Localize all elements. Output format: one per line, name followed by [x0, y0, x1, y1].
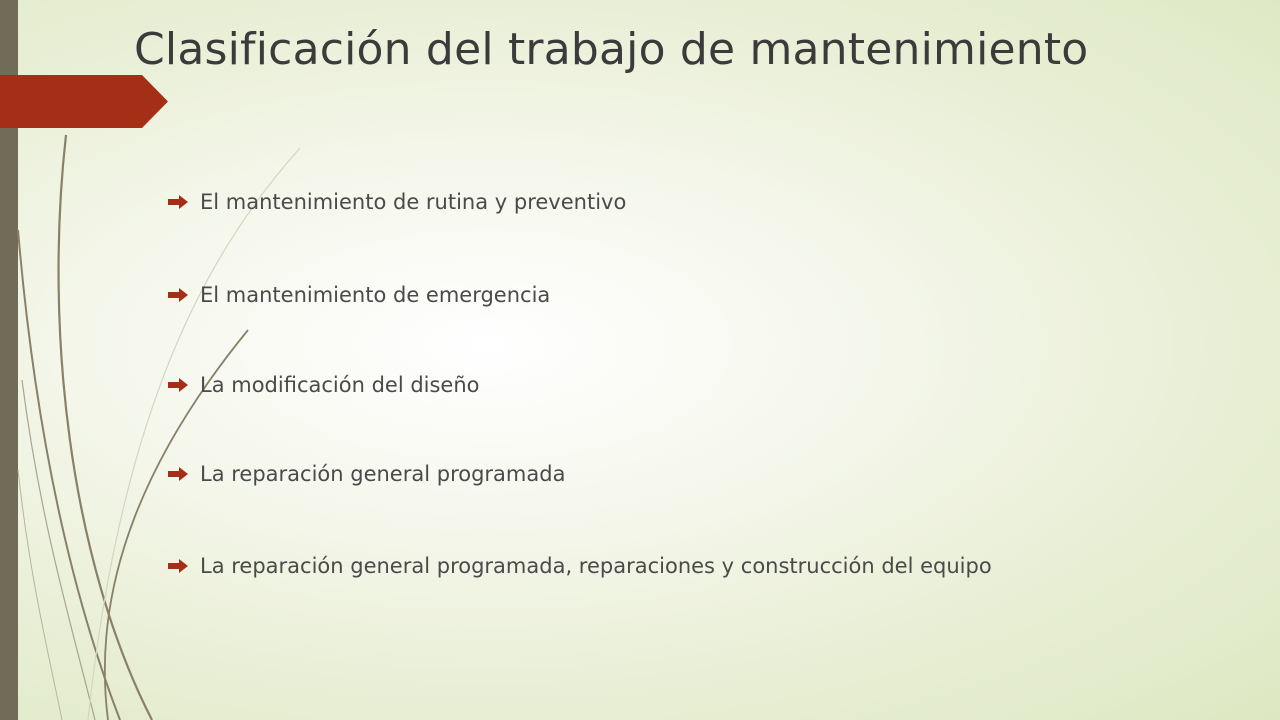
bullet-item	[168, 188, 1128, 217]
arrow-right-icon	[168, 559, 190, 573]
arrow-right-icon	[168, 195, 190, 209]
bullet-text: La modificación del diseño	[200, 373, 480, 397]
slide-title: Clasificación del trabajo de mantenimiento	[134, 24, 1089, 75]
arrow-right-icon	[168, 378, 190, 392]
bullet-text: La reparación general programada, reparaciones y construcción del equipo	[200, 554, 992, 578]
arrow-right-icon	[168, 467, 190, 481]
bullet-item	[168, 281, 1128, 310]
bullet-item	[168, 371, 1128, 400]
arrow-right-icon	[168, 288, 190, 302]
bullet-item	[168, 552, 1128, 581]
bullet-text: El mantenimiento de rutina y preventivo	[200, 190, 627, 214]
title-accent-bar	[0, 75, 168, 128]
bullet-text: La reparación general programada	[200, 462, 566, 486]
bullet-text: El mantenimiento de emergencia	[200, 283, 551, 307]
bullet-item	[168, 460, 1128, 489]
